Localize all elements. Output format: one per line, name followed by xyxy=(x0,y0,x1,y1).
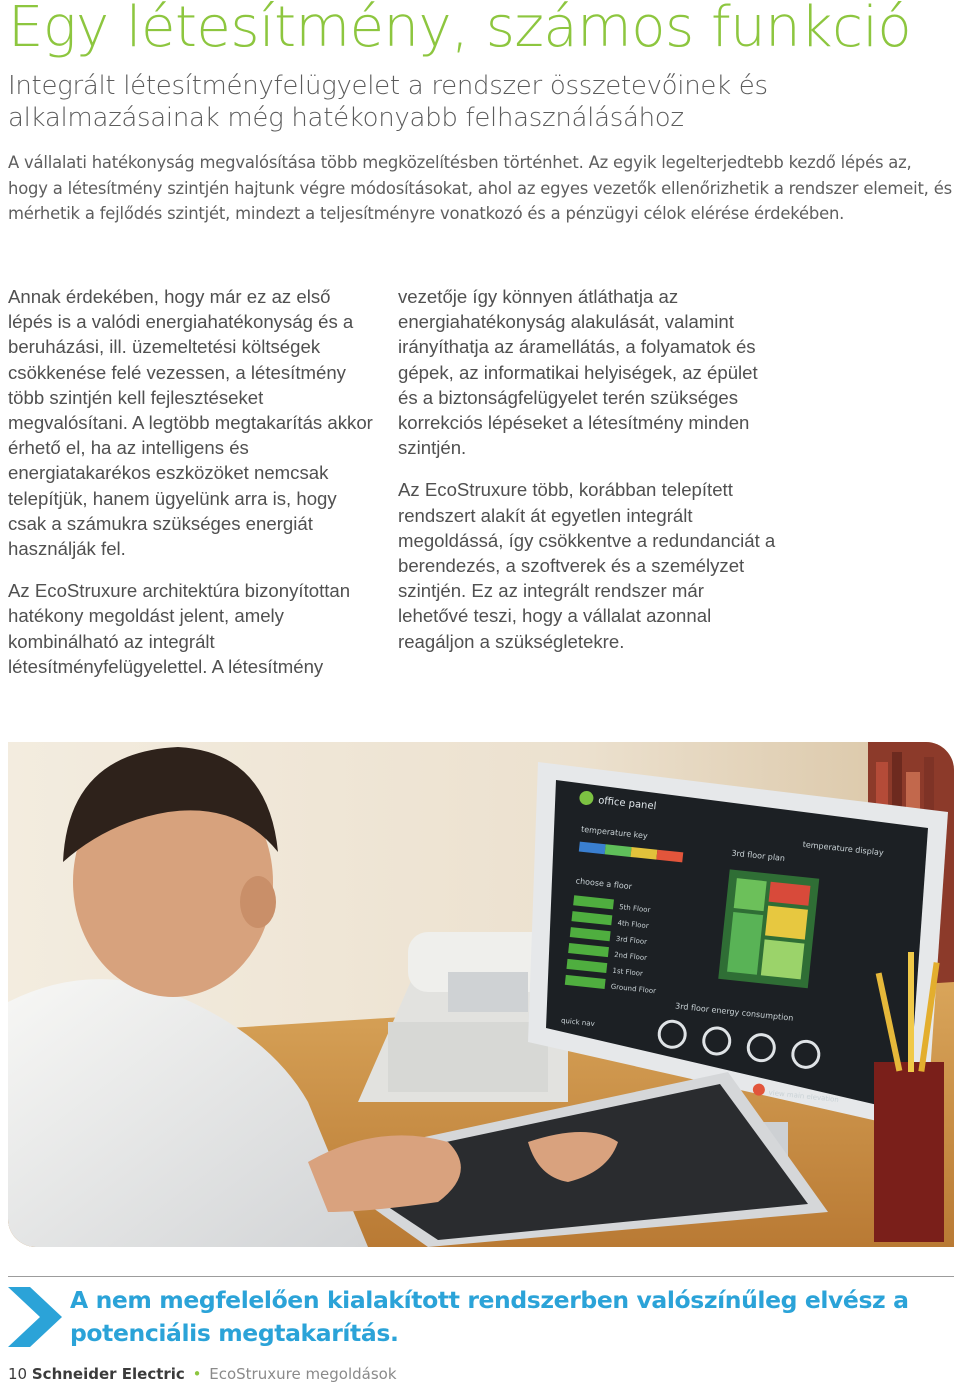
screen-logo: office panel xyxy=(597,795,657,813)
chevron-right-icon xyxy=(8,1287,62,1347)
screen-temperature-key: temperature key xyxy=(580,824,649,841)
pencil-cup xyxy=(874,952,944,1242)
right-paragraph-2: Az EcoStruxure több, korábban telepített rendszert alakít át egyetlen integrált megoldássá, így csökkentve a redundanciát a berendezés, a szoftverek és a személyzet szintjén. Ez az integrált rendszer már lehetővé teszi, hogy a vállalat azonnal reagáljon a szükségletekre. xyxy=(398,479,776,652)
screen-temperature-display: temperature display xyxy=(802,839,885,858)
floor-item[interactable]: 1st Floor xyxy=(612,966,644,978)
screen-choose-floor: choose a floor xyxy=(575,876,633,892)
intro-paragraph: A vállalati hatékonyság megvalósítása több megközelítésben történhet. Az egyik legelterjedtebb kezdő lépés az, hogy a létesítmény szintjén hajtunk végre módosításokat, ahol az egyes vezetők ellenőrizhetik a rendszer elemeit, és mérhetik a fejlődés szintjét, mindezt a teljesítményre vonatkozó és a pénzügyi célok elérése érdekében. xyxy=(8,153,952,223)
office-illustration xyxy=(8,742,954,1247)
floor-item[interactable]: 5th Floor xyxy=(618,903,651,915)
screen-view-main[interactable]: view main elevation xyxy=(768,1088,840,1105)
section-divider xyxy=(8,1276,954,1277)
office-photo xyxy=(8,742,954,1247)
floor-item[interactable]: 4th Floor xyxy=(617,918,650,931)
page-number: 10 xyxy=(8,1365,28,1383)
body-column-right xyxy=(398,284,778,671)
floor-plan-map xyxy=(718,869,819,988)
footer-product: EcoStruxure megoldások xyxy=(209,1365,397,1383)
page-subtitle: Integrált létesítményfelügyelet a rendszer összetevőinek és alkalmazásainak még hatékonyabb felhasználásához xyxy=(8,71,768,133)
left-paragraph-2: Az EcoStruxure architektúra bizonyítottan hatékony megoldást jelent, amely kombinálható az integrált létesítményfelügyelettel. A létesítmény xyxy=(8,580,351,677)
screen-quick-nav[interactable]: quick nav xyxy=(560,1016,596,1029)
floor-item[interactable]: Ground Floor xyxy=(610,982,657,996)
page-title: Egy létesítmény, számos funkció xyxy=(8,0,912,60)
screen-energy-label: 3rd floor energy consumption xyxy=(674,1001,794,1023)
body-column-left xyxy=(8,284,380,696)
callout-text: A nem megfelelően kialakított rendszerben valószínűleg elvész a potenciális megtakarítás. xyxy=(70,1286,909,1347)
footer-separator: • xyxy=(192,1365,202,1383)
page-footer xyxy=(8,1364,397,1384)
footer-brand: Schneider Electric xyxy=(31,1365,185,1383)
floor-item[interactable]: 3rd Floor xyxy=(615,934,648,947)
screen-floor-plan: 3rd floor plan xyxy=(731,848,786,864)
floor-item[interactable]: 2nd Floor xyxy=(613,950,648,963)
right-paragraph-1: vezetője így könnyen átláthatja az energiahatékonyság alakulását, valamint irányíthatja az áramellátás, a folyamatok és gépek, az informatikai helyiségek, az épület és a biztonságfelügyelet terén szükséges korrekciós lépéseket a létesítmény minden szintjén. xyxy=(398,286,758,459)
left-paragraph-1: Annak érdekében, hogy már ez az első lépés is a valódi energiahatékonyság és a beruházási, ill. üzemeltetési költségek csökkenése felé vezessen, a létesítmény több szintjén kell fejlesztéseket megvalósítani. A legtöbb megtakarítás akkor érhető el, ha az intelligens és energiatakarékos eszközöket nemcsak telepítjük, hanem ügyelünk arra is, hogy csak a számukra szükséges energiát használják fel. xyxy=(8,286,373,560)
